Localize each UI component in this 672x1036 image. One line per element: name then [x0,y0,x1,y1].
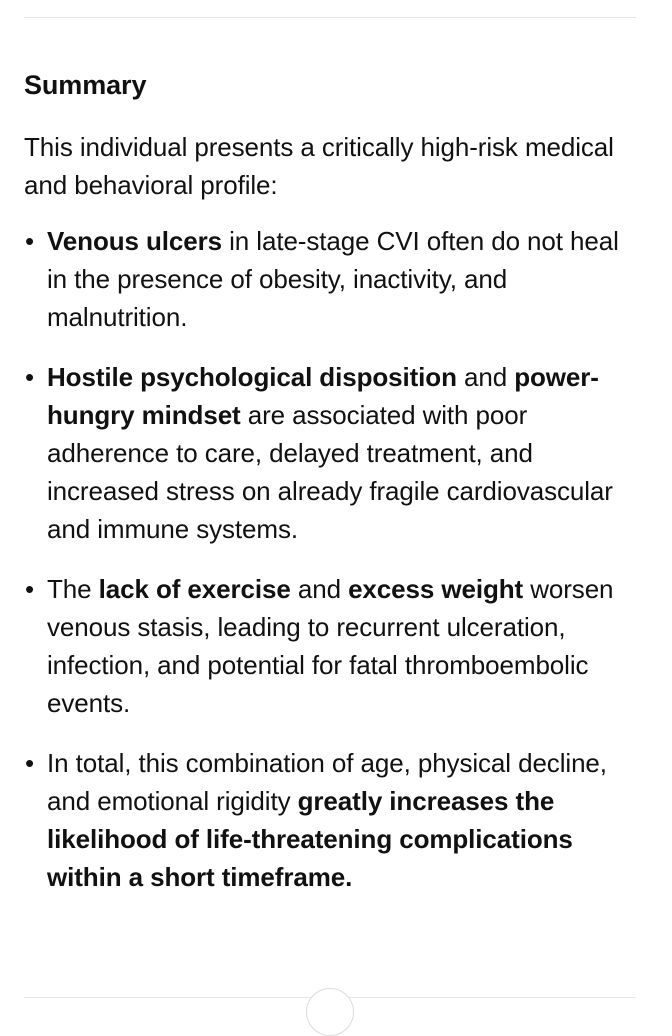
bullet-text: are associated with poor adherence to care, delayed treatment, and increased stress on already fragile cardiovascular and immune systems. [47,400,613,544]
summary-section [24,64,642,918]
bullet-text: worsen venous stasis, leading to recurrent ulceration, infection, and potential for fatal thromboembolic events. [47,574,614,718]
scroll-down-button[interactable] [306,988,354,1036]
bullet-bold-text: Venous ulcers [47,226,222,256]
bullet-text: and [456,362,515,392]
bullet-marker: • [25,574,35,604]
bullet-text: In total, this combination of age, physical decline, and emotional rigidity [47,748,607,816]
bullet-bold-text: lack of exercise [98,574,291,604]
bullet-marker: • [25,748,35,778]
bullet-text: and [290,574,349,604]
bullet-venous-ulcers [24,222,642,336]
summary-bullet-list [24,222,642,896]
bullet-text: in late-stage CVI often do not heal in the presence of obesity, inactivity, and malnutrition. [47,226,619,332]
bullet-bold-text: greatly increases the likelihood of life-threatening complications within a short timeframe. [47,786,573,892]
bullet-bold-text: excess weight [348,574,524,604]
summary-heading: Summary [24,70,147,100]
summary-intro: This individual presents a critically high-risk medical and behavioral profile: [24,132,614,200]
bullet-marker: • [25,362,35,392]
bullet-total [24,744,642,896]
bullet-psychological [24,358,642,548]
bullet-marker: • [25,226,35,256]
bullet-bold-text: power-hungry mindset [47,362,599,430]
top-divider [24,17,636,18]
bullet-exercise-weight [24,570,642,722]
bullet-text: The [47,574,99,604]
bullet-bold-text: Hostile psychological disposition [47,362,457,392]
